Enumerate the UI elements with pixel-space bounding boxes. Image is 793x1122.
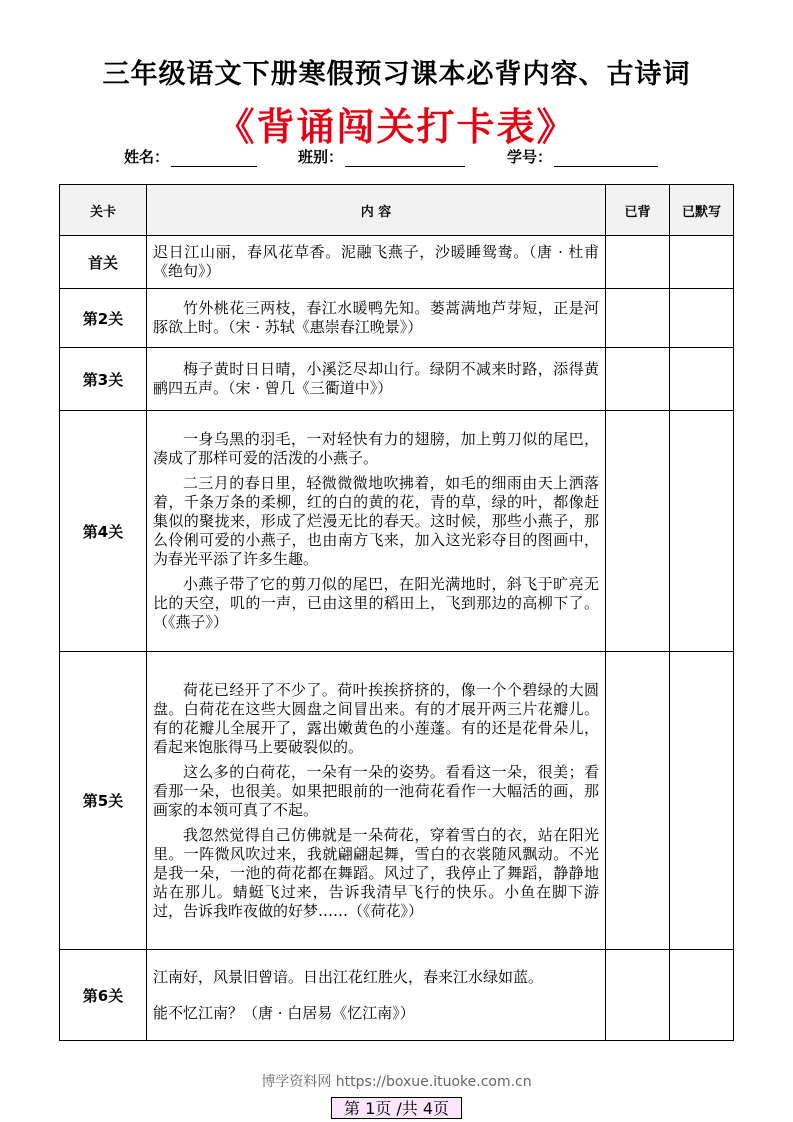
student-info-row [0,146,793,168]
dictated-checkbox-cell[interactable] [670,289,734,348]
content-paragraph: 这么多的白荷花，一朵有一朵的姿势。看看这一朵，很美；看看那一朵，也很美。如果把眼前的一池荷花看作一大幅活的画，那画家的本领可真了不起。 [153,762,599,819]
content-paragraph: 梅子黄时日日晴，小溪泛尽却山行。绿阴不减来时路，添得黄鹂四五声。（宋 · 曾几《三衢道中》） [153,360,599,397]
content-paragraph: 一身乌黑的羽毛，一对轻快有力的翅膀，加上剪刀似的尾巴，凑成了那样可爱的活泼的小燕子。 [153,430,599,467]
content-cell [147,236,606,289]
table-row [60,289,734,348]
dictated-checkbox-cell[interactable] [670,652,734,950]
content-paragraph: 能不忆江南？（唐 · 白居易《忆江南》） [153,1004,415,1022]
dictated-checkbox-cell[interactable] [670,236,734,289]
content-cell [147,652,606,950]
memorized-checkbox-cell[interactable] [606,289,670,348]
memorized-checkbox-cell[interactable] [606,411,670,652]
dictated-checkbox-cell[interactable] [670,411,734,652]
footer-site-watermark: 博学资料网 https://boxue.ituoke.com.cn [261,1074,532,1090]
level-cell: 第2关 [60,289,147,348]
memorized-checkbox-cell[interactable] [606,348,670,411]
level-cell: 第6关 [60,950,147,1041]
level-cell: 首关 [60,236,147,289]
class-blank[interactable] [345,150,465,167]
name-label: 姓名： [124,148,170,166]
table-header-row [60,185,734,236]
content-cell [147,348,606,411]
document-title: 三年级语文下册寒假预习课本必背内容、古诗词 [102,59,691,90]
class-field[interactable] [298,146,465,167]
student-id-label: 学号： [507,148,553,166]
content-paragraph: 我忽然觉得自己仿佛就是一朵荷花，穿着雪白的衣，站在阳光里。一阵微风吹过来，我就翩翩起舞，雪白的衣裳随风飘动。不光是我一朵，一池的荷花都在舞蹈。风过了，我停止了舞蹈，静静地站在那儿。蜻蜓飞过来，告诉我清早飞行的快乐。小鱼在脚下游过，告诉我昨夜做的好梦……（《荷花》） [153,825,599,920]
level-cell: 第5关 [60,652,147,950]
table-row [60,950,734,1041]
column-header-dictated: 已默写 [670,185,734,236]
page-number-indicator: 第 1页 /共 4页 [331,1097,462,1119]
dictated-checkbox-cell[interactable] [670,348,734,411]
table-row [60,411,734,652]
column-header-level: 关卡 [60,185,147,236]
content-paragraph: 江南好，风景旧曾谙。日出江花红胜火，春来江水绿如蓝。 [153,968,544,986]
memorized-checkbox-cell[interactable] [606,652,670,950]
content-cell [147,411,606,652]
document-subtitle: 《背诵闯关打卡表》 [216,104,577,149]
table-row [60,652,734,950]
content-paragraph: 小燕子带了它的剪刀似的尾巴，在阳光满地时，斜飞于旷亮无比的天空，叽的一声，已由这里的稻田上，飞到那边的高柳下了。（《燕子》） [153,575,599,631]
student-id-field[interactable] [507,146,658,167]
student-id-blank[interactable] [554,150,658,167]
content-cell [147,950,606,1041]
class-label: 班别： [298,148,344,166]
memorized-checkbox-cell[interactable] [606,236,670,289]
level-cell: 第4关 [60,411,147,652]
column-header-memorized: 已背 [606,185,670,236]
column-header-content: 内 容 [147,185,606,236]
name-blank[interactable] [171,150,257,167]
name-field[interactable] [124,146,257,167]
memorized-checkbox-cell[interactable] [606,950,670,1041]
content-paragraph: 竹外桃花三两枝，春江水暖鸭先知。蒌蒿满地芦芽短，正是河豚欲上时。（宋 · 苏轼《惠崇春江晚景》） [153,299,599,336]
content-paragraph: 迟日江山丽，春风花草香。泥融飞燕子，沙暖睡鸳鸯。（唐 · 杜甫《绝句》） [153,243,599,280]
recitation-checkin-table [59,184,734,1041]
dictated-checkbox-cell[interactable] [670,950,734,1041]
table-row [60,348,734,411]
content-cell [147,289,606,348]
content-paragraph: 荷花已经开了不少了。荷叶挨挨挤挤的，像一个个碧绿的大圆盘。白荷花在这些大圆盘之间冒出来。有的才展开两三片花瓣儿。有的花瓣儿全展开了，露出嫩黄色的小莲蓬。有的还是花骨朵儿，看起来饱胀得马上要破裂似的。 [153,680,599,756]
content-paragraph: 二三月的春日里，轻微微微地吹拂着，如毛的细雨由天上洒落着，千条万条的柔柳，红的白的黄的花，青的草，绿的叶，都像赶集似的聚拢来，形成了烂漫无比的春天。这时候，那些小燕子，那么伶俐可爱的小燕子，也由南方飞来，加入这光彩夺目的图画中，为春光平添了许多生趣。 [153,474,599,568]
table-row [60,236,734,289]
level-cell: 第3关 [60,348,147,411]
